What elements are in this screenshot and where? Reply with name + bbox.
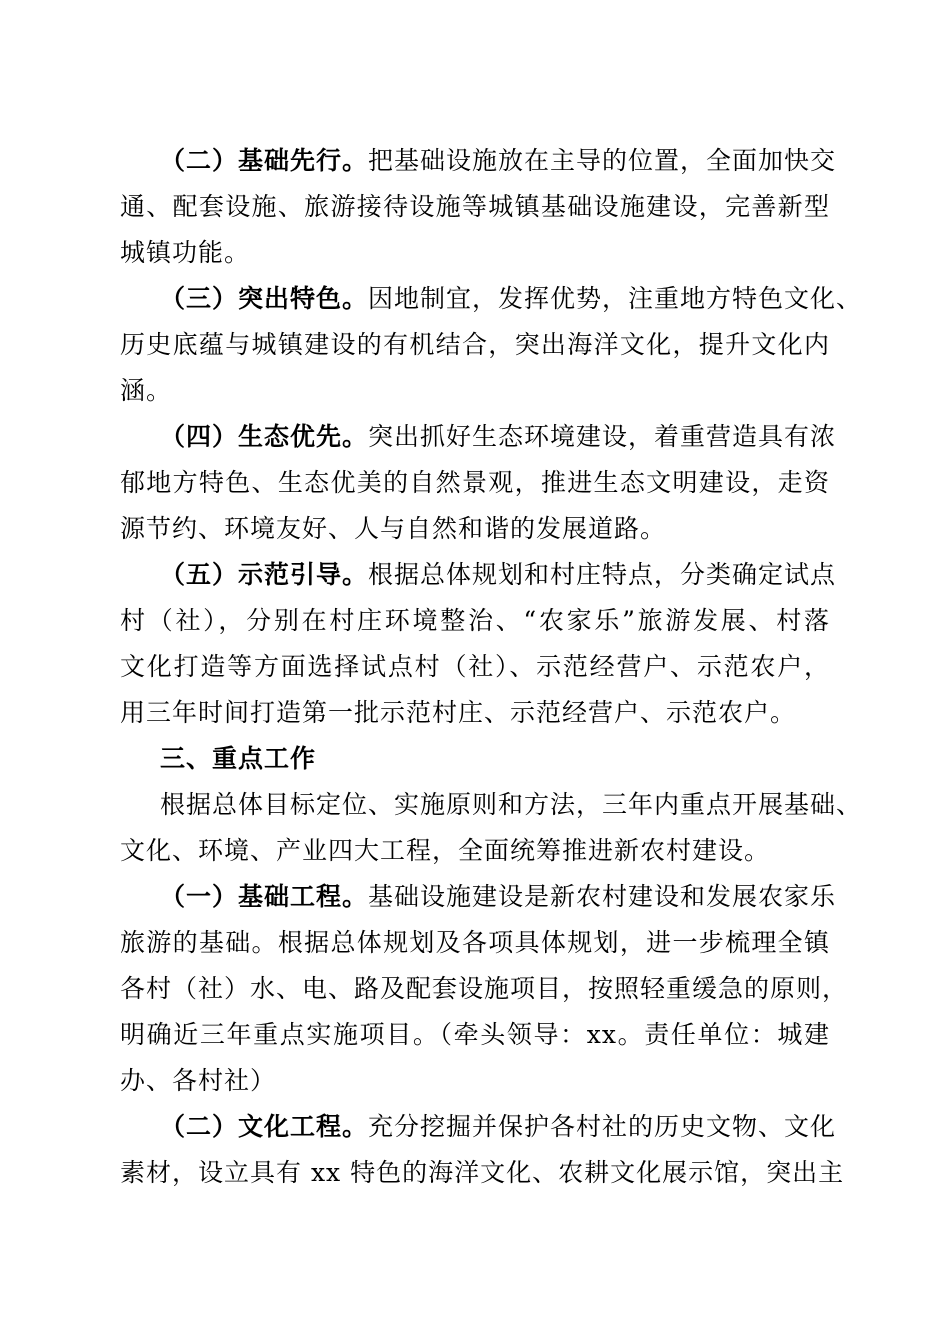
paragraph-line: （三）突出特色。因地制宜，发挥优势，注重地方特色文化、 — [160, 284, 863, 313]
section-lead: （一）基础工程。 — [160, 882, 369, 911]
paragraph-line: 用三年时间打造第一批示范村庄、示范经营户、示范农户。 — [120, 698, 797, 727]
paragraph-line: （五）示范引导。根据总体规划和村庄特点，分类确定试点 — [160, 560, 837, 589]
paragraph-line: 各村（社）水、电、路及配套设施项目，按照轻重缓急的原则， — [120, 974, 849, 1003]
paragraph-line: 文化、环境、产业四大工程，全面统筹推进新农村建设。 — [120, 836, 771, 865]
section-lead: （三）突出特色。 — [160, 284, 369, 313]
paragraph-line: 办、各村社） — [120, 1066, 277, 1095]
paragraph-line: 通、配套设施、旅游接待设施等城镇基础设施建设，完善新型 — [120, 192, 830, 221]
paragraph-line: 素材，设立具有 xx 特色的海洋文化、农耕文化展示馆，突出主 — [120, 1158, 845, 1187]
paragraph-line: 根据总体目标定位、实施原则和方法，三年内重点开展基础、 — [160, 790, 863, 819]
paragraph-line: 文化打造等方面选择试点村（社）、示范经营户、示范农户， — [120, 652, 830, 681]
paragraph-line: 村（社），分别在村庄环境整治、“农家乐”旅游发展、村落 — [120, 606, 830, 635]
paragraph-line: （一）基础工程。基础设施建设是新农村建设和发展农家乐 — [160, 882, 837, 911]
paragraph-line: （四）生态优先。突出抓好生态环境建设，着重营造具有浓 — [160, 422, 837, 451]
paragraph-line: 源节约、环境友好、人与自然和谐的发展道路。 — [120, 514, 667, 543]
paragraph-line: 历史底蕴与城镇建设的有机结合，突出海洋文化，提升文化内 — [120, 330, 830, 359]
paragraph-line: 明确近三年重点实施项目。（牵头领导：xx。责任单位：城建 — [120, 1020, 830, 1049]
section-lead: （四）生态优先。 — [160, 422, 369, 451]
section-heading: 三、重点工作 — [160, 744, 317, 773]
paragraph-line: 郁地方特色、生态优美的自然景观，推进生态文明建设，走资 — [120, 468, 830, 497]
section-lead: （二）基础先行。 — [160, 146, 369, 175]
paragraph-line: 旅游的基础。根据总体规划及各项具体规划，进一步梳理全镇 — [120, 928, 830, 957]
paragraph-line: （二）基础先行。把基础设施放在主导的位置，全面加快交 — [160, 146, 837, 175]
section-lead: （二）文化工程。 — [160, 1112, 369, 1141]
paragraph-line: （二）文化工程。充分挖掘并保护各村社的历史文物、文化 — [160, 1112, 837, 1141]
paragraph-line: 涵。 — [120, 376, 173, 405]
paragraph-line: 城镇功能。 — [120, 238, 251, 267]
section-lead: （五）示范引导。 — [160, 560, 369, 589]
